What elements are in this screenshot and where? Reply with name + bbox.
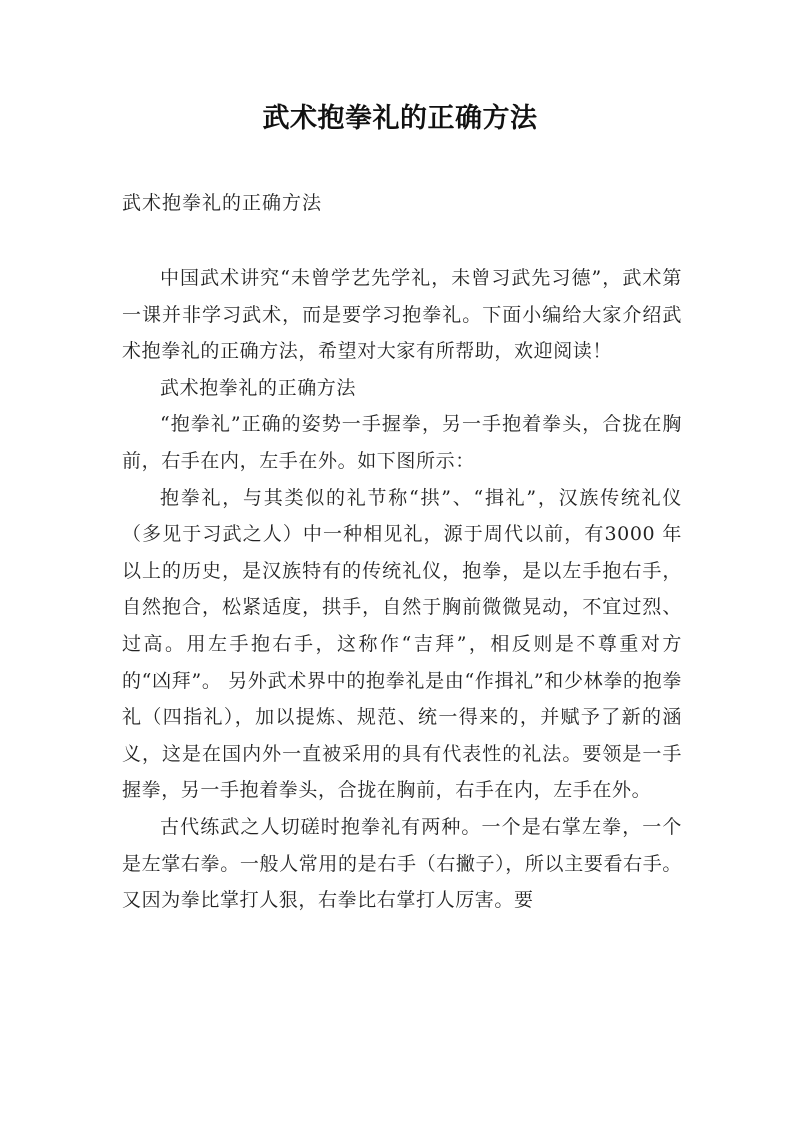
- document-body: [122, 260, 682, 919]
- paragraph: 中国武术讲究“未曾学艺先学礼，未曾习武先习德”，武术第一课并非学习武术，而是要学习抱拳礼。下面小编给大家介绍武术抱拳礼的正确方法，希望对大家有所帮助，欢迎阅读！: [122, 267, 682, 363]
- document-subheading: 武术抱拳礼的正确方法: [122, 192, 323, 214]
- paragraph: 古代练武之人切磋时抱拳礼有两种。一个是右掌左拳，一个是左掌右拳。一般人常用的是右手（右撇子），所以主要看右手。又因为拳比掌打人狠，右拳比右掌打人厉害。要: [122, 815, 682, 912]
- paragraph: 武术抱拳礼的正确方法: [160, 376, 357, 399]
- document-title: 武术抱拳礼的正确方法: [262, 103, 538, 134]
- paragraph: “抱拳礼”正确的姿势一手握拳，另一手抱着拳头，合拢在胸前，右手在内，左手在外。如下图所示：: [122, 413, 682, 472]
- paragraph: 抱拳礼，与其类似的礼节称“拱”、“揖礼”，汉族传统礼仪（多见于习武之人）中一种相见礼，源于周代以前，有3000 年以上的历史，是汉族特有的传统礼仪，抱拳，是以左手抱右手，自然抱合，松紧适度，拱手，自然于胸前微微晃动，不宜过烈、过高。用左手抱右手，这称作“吉拜”，相反则是不尊重对方的“凶拜”。 另外武术界中的抱拳礼是由“作揖礼”和少林拳的抱拳礼（四指礼），加以提炼、规范、统一得来的，并赋予了新的涵义，这是在国内外一直被采用的具有代表性的礼法。要领是一手握拳，另一手抱着拳头，合拢在胸前，右手在内，左手在外。: [122, 486, 682, 802]
